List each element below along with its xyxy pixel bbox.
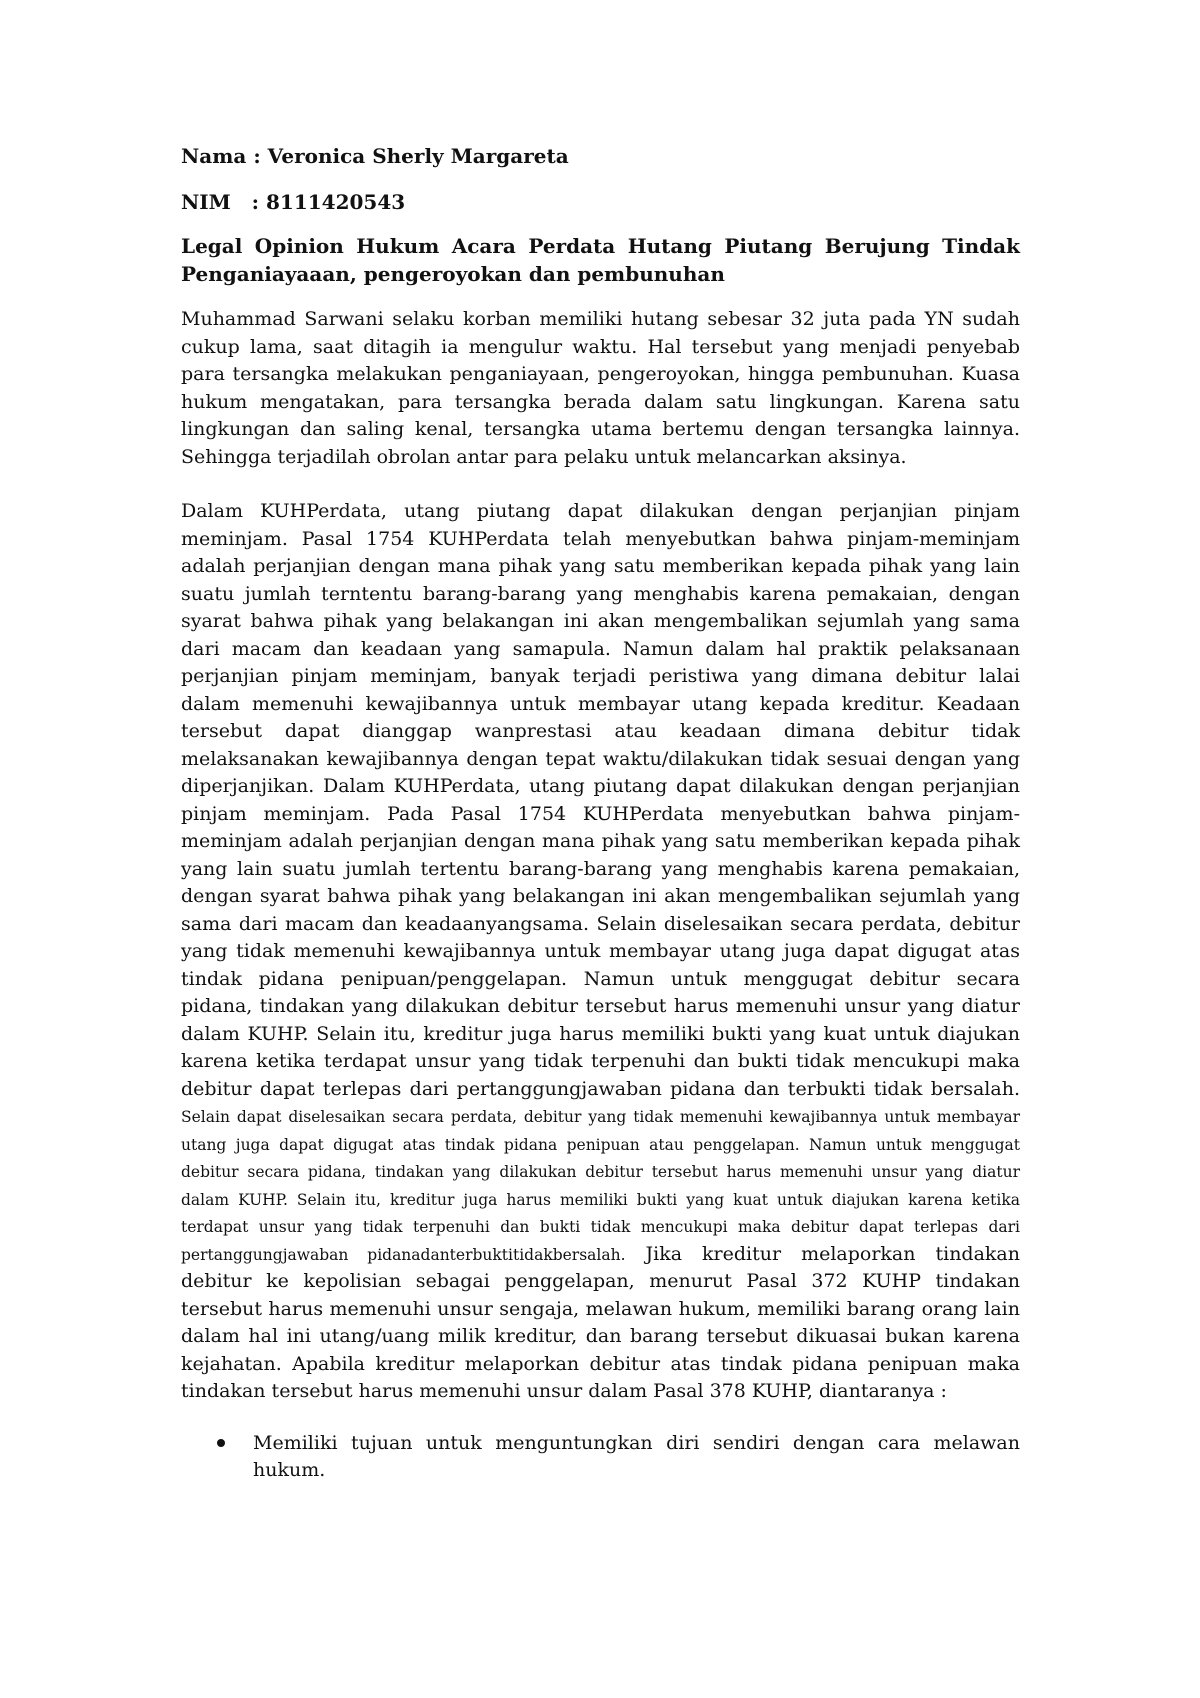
paragraph-2-part2: Selain dapat diselesaikan secara perdata, debitur yang tidak memenuhi kewajibannya untuk membayar utang juga dapat digugat atas tindak pidana penipuan atau penggelapan. Namun untuk menggugat debitur secara pidana, tindakan yang dilakukan debitur tersebut harus memenuhi unsur yang diatur dalam KUHP. Selain itu, kreditur juga harus memiliki bukti yang kuat untuk diajukan karena ketika terdapat unsur yang tidak terpenuhi dan bukti tidak mencukupi maka debitur dapat terlepas dari pertanggungjawaban pidanadanterbuktitidakbersalah.: [181, 1108, 1020, 1264]
paragraph-2-part1: Dalam KUHPerdata, utang piutang dapat dilakukan dengan perjanjian pinjam meminjam. Pasal 1754 KUHPerdata telah menyebutkan bahwa pinjam-meminjam adalah perjanjian dengan mana pihak yang satu memberikan kepada pihak yang lain suatu jumlah terntentu barang-barang yang menghabis karena pemakaian, dengan syarat bahwa pihak yang belakangan ini akan mengembalikan sejumlah yang sama dari macam dan keadaan yang samapula. Namun dalam hal praktik pelaksanaan perjanjian pinjam meminjam, banyak terjadi peristiwa yang dimana debitur lalai dalam memenuhi kewajibannya untuk membayar utang kepada kreditur. Keadaan tersebut dapat dianggap wanprestasi atau keadaan dimana debitur tidak melaksanakan kewajibannya dengan tepat waktu/dilakukan tidak sesuai dengan yang diperjanjikan. Dalam KUHPerdata, utang piutang dapat dilakukan dengan perjanjian pinjam meminjam. Pada Pasal 1754 KUHPerdata menyebutkan bahwa pinjam-meminjam adalah perjanjian dengan mana pihak yang satu memberikan kepada pihak yang lain suatu jumlah tertentu barang-barang yang menghabis karena pemakaian, dengan syarat bahwa pihak yang belakangan ini akan mengembalikan sejumlah yang sama dari macam dan keadaanyangsama. Selain diselesaikan secara perdata, debitur yang tidak memenuhi kewajibannya untuk membayar utang juga dapat digugat atas tindak pidana penipuan/penggelapan. Namun untuk menggugat debitur secara pidana, tindakan yang dilakukan debitur tersebut harus memenuhi unsur yang diatur dalam KUHP. Selain itu, kreditur juga harus memiliki bukti yang kuat untuk diajukan karena ketika terdapat unsur yang tidak terpenuhi dan bukti tidak mencukupi maka debitur dapat terlepas dari pertanggungjawaban pidana dan terbukti tidak bersalah.: [181, 500, 1020, 1100]
document-title: Legal Opinion Hukum Acara Perdata Hutang Piutang Berujung Tindak Penganiayaaan, pengeroyokan dan pembunuhan: [181, 234, 1020, 286]
paragraph-2-part3: Jika kreditur melaporkan tindakan debitur ke kepolisian sebagai penggelapan, menurut Pasal 372 KUHP tindakan tersebut harus memenuhi unsur sengaja, melawan hukum, memiliki barang orang lain dalam hal ini utang/uang milik kreditur, dan barang tersebut dikuasai bukan karena kejahatan. Apabila kreditur melaporkan debitur atas tindak pidana penipuan maka tindakan tersebut harus memenuhi unsur dalam Pasal 378 KUHP, diantaranya :: [181, 1242, 1021, 1402]
nim-heading: NIM : 8111420543: [181, 190, 406, 214]
paragraph-2: [181, 498, 1020, 1406]
page-container: [181, 142, 1020, 1485]
name-heading: Nama : Veronica Sherly Margareta: [181, 144, 569, 168]
bullet-item: Memiliki tujuan untuk menguntungkan diri sendiri dengan cara melawan hukum.: [253, 1430, 1020, 1485]
paragraph-1: Muhammad Sarwani selaku korban memiliki hutang sebesar 32 juta pada YN sudah cukup lama, saat ditagih ia mengulur waktu. Hal tersebut yang menjadi penyebab para tersangka melakukan penganiayaan, pengeroyokan, hingga pembunuhan. Kuasa hukum mengatakan, para tersangka berada dalam satu lingkungan. Karena satu lingkungan dan saling kenal, tersangka utama bertemu dengan tersangka lainnya. Sehingga terjadilah obrolan antar para pelaku untuk melancarkan aksinya.: [181, 308, 1020, 468]
bullet-list: [181, 1430, 1020, 1485]
